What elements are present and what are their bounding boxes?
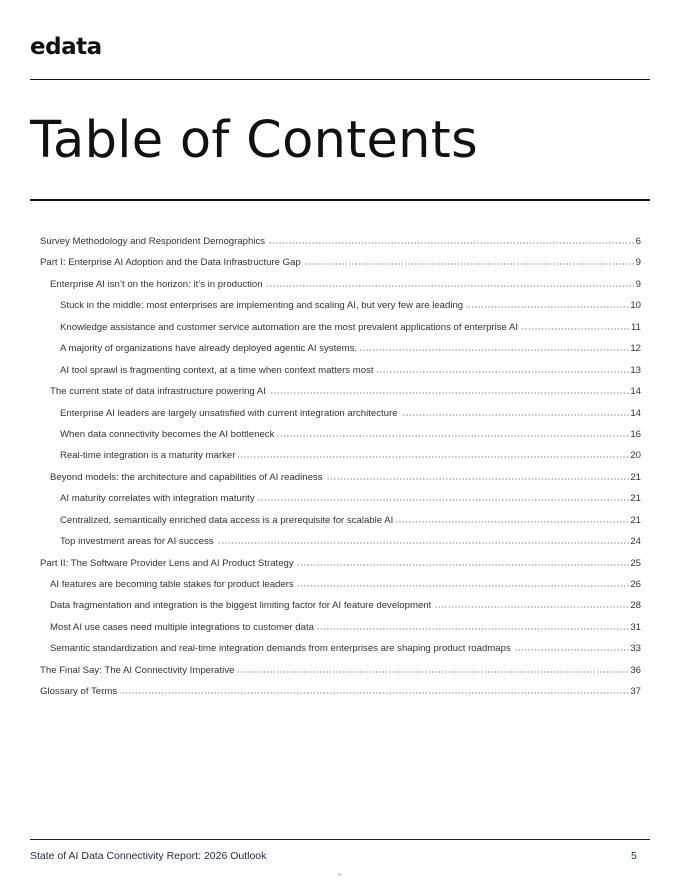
toc-entry-label: Enterprise AI leaders are largely unsatisfied with current integration architecture	[60, 407, 398, 419]
toc-dot-leader	[304, 263, 635, 265]
toc-dot-leader	[434, 606, 629, 608]
page-indicator-dot	[338, 873, 341, 876]
toc-entry-label: When data connectivity becomes the AI bottleneck	[60, 428, 275, 440]
toc-dot-leader	[360, 349, 629, 351]
toc-entry-label: Semantic standardization and real-time integration demands from enterprises are shaping product roadmaps	[50, 643, 511, 655]
footer-page-number: 5	[631, 850, 637, 862]
toc-entry-page-number: 21	[630, 493, 641, 505]
toc-entry-label: Centralized, semantically enriched data access is a prerequisite for scalable AI	[60, 514, 394, 526]
toc-entry-page-number: 33	[630, 643, 641, 655]
toc-dot-leader	[466, 306, 629, 308]
toc-entry-label: Top investment areas for AI success	[60, 536, 214, 548]
toc-entry[interactable]	[40, 472, 641, 493]
toc-entry[interactable]	[40, 429, 641, 450]
toc-entry[interactable]	[40, 322, 641, 343]
toc-entry[interactable]	[40, 408, 641, 429]
toc-entry[interactable]	[40, 515, 641, 536]
toc-entry[interactable]	[40, 622, 641, 643]
toc-entry-page-number: 25	[630, 557, 641, 569]
toc-entry-label: Survey Methodology and Respondent Demographics	[40, 236, 266, 247]
toc-dot-leader	[269, 392, 629, 394]
toc-dot-leader	[237, 671, 629, 673]
toc-entry-page-number: 11	[631, 321, 641, 333]
toc-entry-label: Enterprise AI isn’t on the horizon: it’s in production	[50, 278, 263, 290]
header-divider	[30, 79, 650, 80]
toc-entry-label: AI tool sprawl is fragmenting context, at a time when context matters most	[60, 364, 374, 376]
toc-entry[interactable]	[40, 236, 641, 257]
toc-entry[interactable]	[40, 536, 641, 557]
toc-entry[interactable]	[40, 300, 641, 321]
toc-entry-label: Part I: Enterprise AI Adoption and the Data Infrastructure Gap	[40, 257, 301, 269]
toc-dot-leader	[514, 649, 630, 651]
toc-dot-leader	[326, 478, 630, 480]
toc-entry-page-number: 12	[630, 343, 641, 355]
toc-entry-page-number: 26	[630, 579, 641, 590]
toc-entry-label: Beyond models: the architecture and capabilities of AI readiness	[50, 471, 323, 483]
toc-entry-page-number: 31	[630, 621, 641, 633]
toc-entry-label: The Final Say: The AI Connectivity Imperative	[40, 664, 235, 676]
toc-dot-leader	[297, 585, 630, 587]
toc-entry[interactable]	[40, 343, 641, 364]
table-of-contents	[40, 236, 641, 708]
toc-dot-leader	[266, 285, 635, 287]
toc-entry-page-number: 37	[630, 686, 641, 698]
toc-entry-page-number: 6	[635, 236, 641, 247]
toc-entry-label: Stuck in the middle: most enterprises are implementing and scaling AI, but very few are leading	[60, 300, 464, 312]
toc-entry[interactable]	[40, 686, 641, 707]
toc-entry-page-number: 21	[630, 471, 641, 483]
toc-entry[interactable]	[40, 493, 641, 514]
toc-dot-leader	[277, 435, 629, 437]
toc-dot-leader	[401, 414, 630, 416]
toc-entry-label: Most AI use cases need multiple integrations to customer data	[50, 621, 314, 633]
toc-entry-page-number: 14	[630, 386, 641, 398]
toc-dot-leader	[268, 242, 635, 244]
toc-dot-leader	[396, 521, 629, 523]
toc-entry-label: A majority of organizations have already deployed agentic AI systems.	[60, 343, 358, 355]
toc-dot-leader	[238, 456, 629, 458]
toc-dot-leader	[377, 371, 630, 373]
toc-entry-page-number: 36	[630, 664, 641, 676]
toc-entry-page-number: 9	[635, 257, 641, 269]
toc-entry[interactable]	[40, 257, 641, 278]
toc-dot-leader	[258, 499, 630, 501]
page-title: Table of Contents	[30, 111, 478, 170]
toc-entry[interactable]	[40, 386, 641, 407]
toc-entry-page-number: 9	[635, 278, 641, 290]
toc-entry-page-number: 28	[630, 600, 641, 612]
toc-entry[interactable]	[40, 600, 641, 621]
toc-entry-page-number: 10	[630, 300, 641, 312]
toc-entry-page-number: 13	[630, 364, 641, 376]
toc-entry[interactable]	[40, 365, 641, 386]
title-divider	[30, 199, 650, 201]
footer-report-title: State of AI Data Connectivity Report: 2026 Outlook	[30, 850, 267, 862]
toc-entry-label: The current state of data infrastructure powering AI	[50, 386, 266, 398]
toc-entry[interactable]	[40, 279, 641, 300]
toc-dot-leader	[317, 628, 629, 630]
toc-entry-label: Part II: The Software Provider Lens and AI Product Strategy	[40, 557, 294, 569]
toc-entry[interactable]	[40, 665, 641, 686]
footer-divider	[30, 839, 650, 840]
toc-dot-leader	[521, 328, 630, 330]
toc-entry-page-number: 21	[630, 514, 641, 526]
toc-entry[interactable]	[40, 643, 641, 664]
toc-entry-label: Knowledge assistance and customer service automation are the most prevalent applications of enterprise AI	[60, 321, 519, 333]
toc-dot-leader	[120, 692, 629, 694]
toc-entry-page-number: 14	[630, 407, 641, 419]
toc-entry-label: AI maturity correlates with integration maturity	[60, 493, 255, 505]
toc-entry-page-number: 20	[630, 450, 641, 462]
toc-entry-label: Real-time integration is a maturity marker	[60, 450, 236, 462]
toc-dot-leader	[217, 542, 630, 544]
toc-entry[interactable]	[40, 579, 641, 600]
toc-entry-label: Data fragmentation and integration is the biggest limiting factor for AI feature development	[50, 600, 432, 612]
toc-entry[interactable]	[40, 558, 641, 579]
toc-entry-label: AI features are becoming table stakes for product leaders	[50, 579, 294, 590]
brand-logo: edata	[30, 34, 102, 60]
toc-entry-page-number: 16	[630, 428, 641, 440]
toc-entry-label: Glossary of Terms	[40, 686, 118, 698]
toc-entry[interactable]	[40, 450, 641, 471]
toc-dot-leader	[297, 564, 630, 566]
toc-entry-page-number: 24	[630, 536, 641, 548]
